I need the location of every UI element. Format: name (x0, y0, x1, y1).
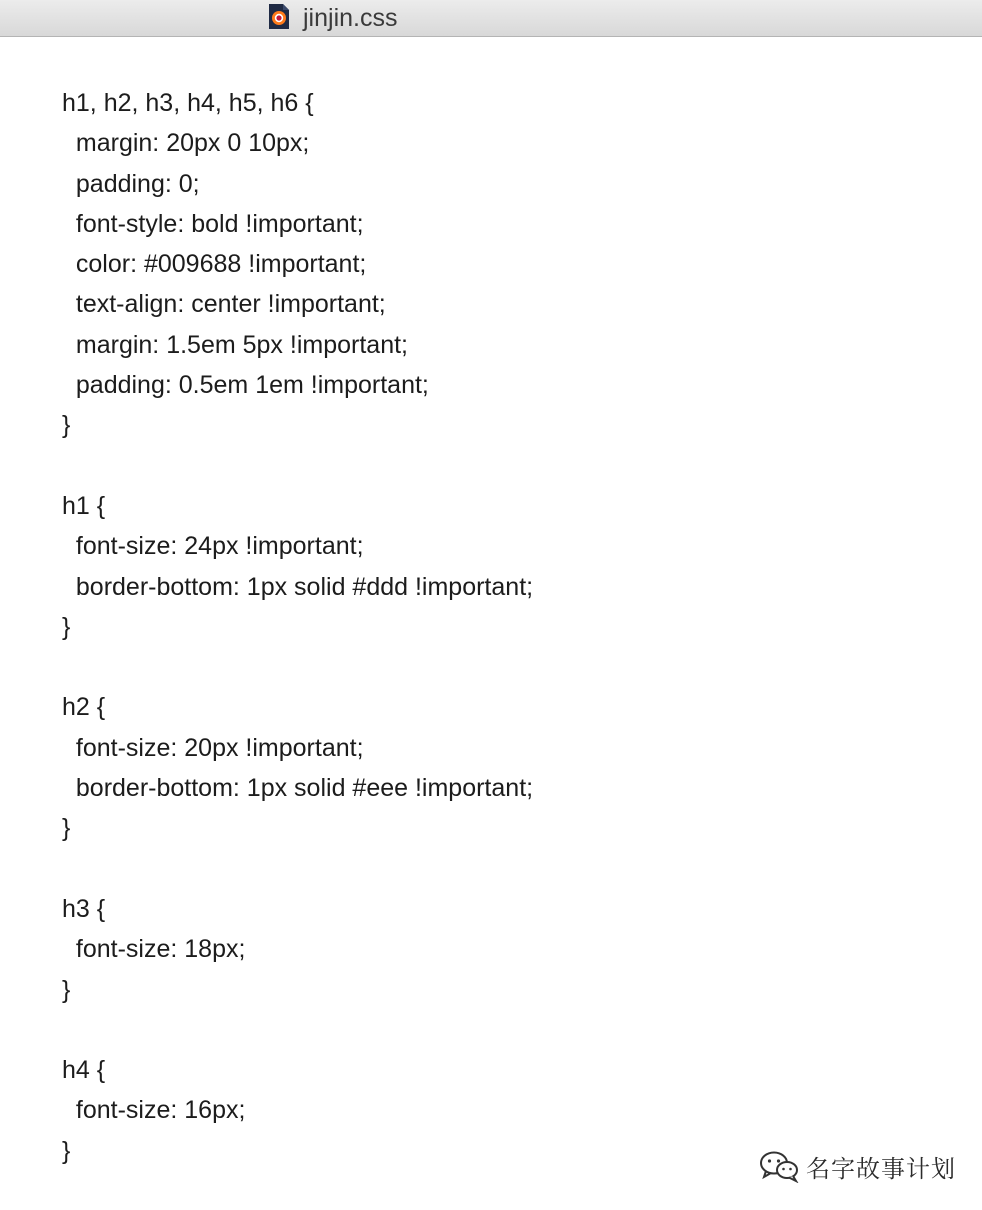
wechat-icon (758, 1149, 802, 1183)
code-editor[interactable] (62, 83, 942, 1171)
code-line (62, 1010, 942, 1050)
code-line: } (62, 411, 71, 440)
code-line: border-bottom: 1px solid #ddd !important; (62, 572, 534, 601)
code-line: font-size: 24px !important; (62, 532, 364, 561)
code-line: } (62, 612, 71, 641)
code-line: } (62, 814, 71, 843)
code-line: h2 { (62, 693, 106, 722)
code-line (62, 446, 942, 486)
code-line: h1 { (62, 491, 106, 520)
window-title: jinjin.css (303, 4, 398, 32)
code-line: } (62, 975, 71, 1004)
code-line: color: #009688 !important; (62, 250, 367, 279)
firefox-document-icon (268, 3, 290, 30)
watermark (758, 1148, 956, 1184)
code-line: border-bottom: 1px solid #eee !important; (62, 774, 534, 803)
code-line: text-align: center !important; (62, 290, 386, 319)
code-line: margin: 1.5em 5px !important; (62, 330, 408, 359)
code-line: h4 { (62, 1056, 106, 1085)
watermark-text: 名字故事计划 (806, 1154, 956, 1183)
code-line: margin: 20px 0 10px; (62, 129, 310, 158)
code-line: h3 { (62, 894, 106, 923)
code-line: font-size: 18px; (62, 935, 246, 964)
window-titlebar (0, 0, 982, 37)
code-line (62, 647, 942, 687)
code-line: padding: 0; (62, 169, 200, 198)
code-line: font-size: 20px !important; (62, 733, 364, 762)
code-line: } (62, 1136, 71, 1165)
code-line: h1, h2, h3, h4, h5, h6 { (62, 89, 314, 117)
code-line: font-size: 16px; (62, 1096, 246, 1125)
code-line (62, 849, 942, 889)
code-line: padding: 0.5em 1em !important; (62, 371, 429, 400)
code-line: font-style: bold !important; (62, 209, 364, 238)
